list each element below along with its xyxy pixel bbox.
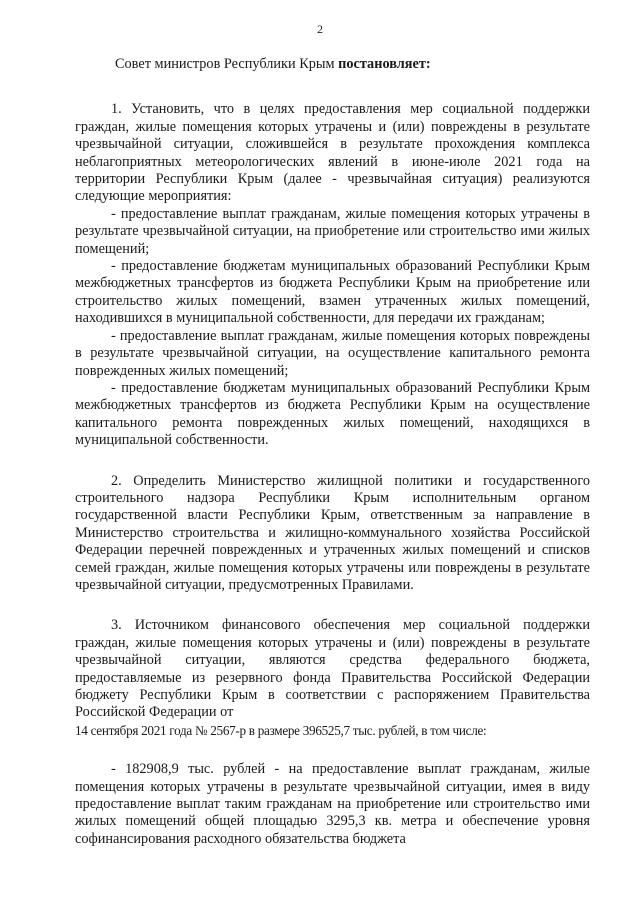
clause-1-text: 1. Установить, что в целях предоставления мер социальной поддержки граждан, жилые помещения которых утрачены и (или) повреждены в результате чрезвычайной ситуации, сложившейся в результате прохождения комплекса неблагоприятных метеорологических явлений в июне-июле 2021 года на территории Республики Крым (далее - чрезвычайная ситуация) реализуются следующие мероприятия: [75, 101, 590, 205]
document-body [75, 56, 590, 848]
clause-1-item: - предоставление выплат гражданам, жилые помещения которых повреждены в результате чрезвычайной ситуации, на осуществление капитального ремонта поврежденных жилых помещений; [75, 327, 590, 379]
clause-1-item: - предоставление выплат гражданам, жилые помещения которых утрачены в результате чрезвычайной ситуации, на приобретение или строительство ими жилых помещений; [75, 205, 590, 257]
clause-3 [75, 617, 590, 739]
page-number: 2 [317, 22, 323, 36]
clause-3-text: 3. Источником финансового обеспечения мер социальной поддержки граждан, жилые помещения которых утрачены и (или) повреждены в результате чрезвычайной ситуации, являются средства федерального бюджета, предоставляемые из резервного фонда Правительства Российской Федерации бюджету Республики Крым в соответствии с распоряжением Правительства Российской Федерации от [75, 617, 590, 721]
clause-3-subitem: - 182908,9 тыс. рублей - на предоставление выплат гражданам, жилые помещения которых утрачены в результате чрезвычайной ситуации, имея в виду предоставление выплат таким гражданам на приобретение или строительство ими жилых помещений общей площадью 3295,3 кв. метра и обеспечение уровня софинансирования расходного обязательства бюджета [75, 761, 590, 847]
clause-1 [75, 101, 590, 449]
clause-1-item: - предоставление бюджетам муниципальных образований Республики Крым межбюджетных трансфертов из бюджета Республики Крым на приобретение или строительство жилых помещений, взамен утраченных жилых помещений, находившихся в муниципальной собственности, для передачи их гражданам; [75, 258, 590, 327]
clause-2: 2. Определить Министерство жилищной политики и государственного строительного надзора Республики Крым исполнительным органом государственной власти Республики Крым, ответственным за направление в Министерство строительства и жилищно-коммунального хозяйства Российской Федерации перечней поврежденных и утраченных жилых помещений и списков семей граждан, жилые помещения которых утрачены или повреждены в результате чрезвычайной ситуации, предусмотренных Правилами. [75, 472, 590, 593]
intro-bold-word: постановляет: [338, 56, 431, 72]
resolution-intro [75, 56, 590, 73]
clause-3-date-line: 14 сентября 2021 года № 2567-р в размере 396525,7 тыс. рублей, в том числе: [75, 722, 487, 738]
intro-text: Совет министров Республики Крым [115, 56, 339, 72]
clause-1-item: - предоставление бюджетам муниципальных образований Республики Крым межбюджетных трансфертов из бюджета Республики Крым на осуществление капитального ремонта поврежденных жилых помещений, находящихся в муниципальной собственности. [75, 379, 590, 449]
